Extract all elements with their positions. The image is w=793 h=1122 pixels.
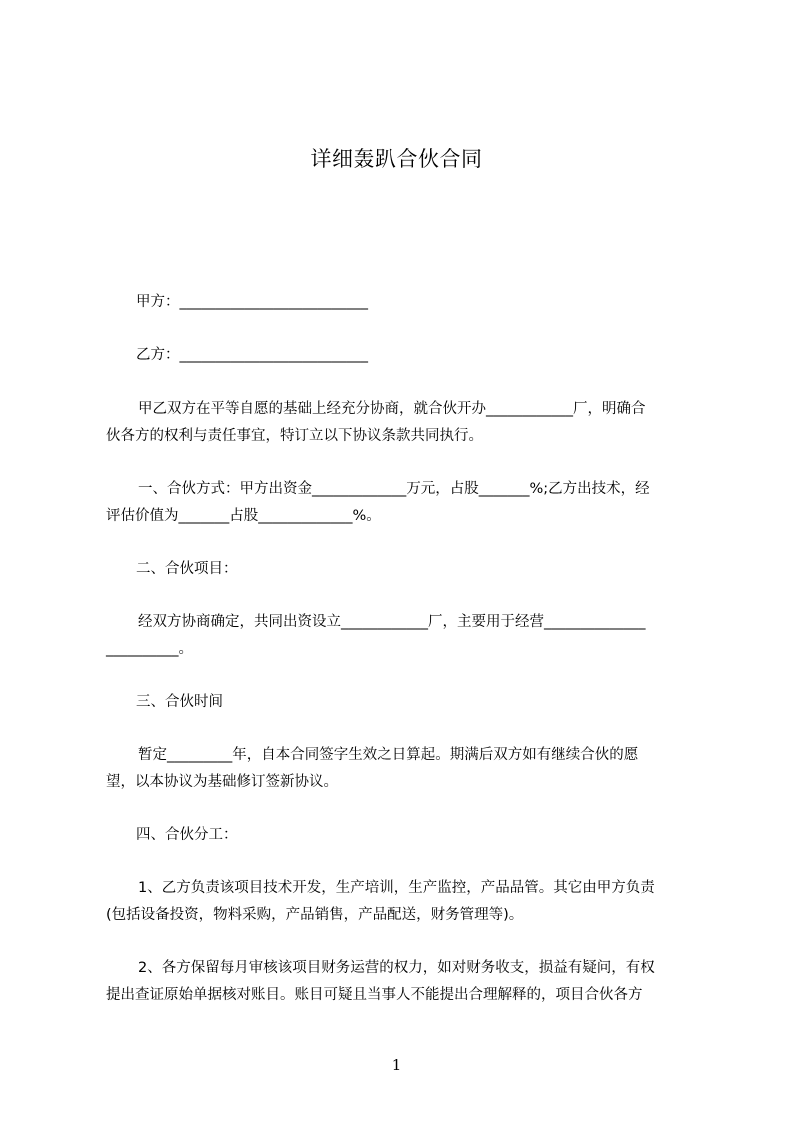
clause-1-line-2: (包括设备投资，物料采购，产品销售，产品配送，财务管理等)。 bbox=[106, 907, 524, 923]
section-2-heading: 二、合伙项目： bbox=[136, 561, 238, 577]
section-2-body-line-2: __________。 bbox=[106, 641, 193, 657]
section-4-heading: 四、合伙分工： bbox=[136, 827, 238, 843]
clause-2-line-2: 提出查证原始单据核对账目。账目可疑且当事人不能提出合理解释的，项目合伙各方 bbox=[106, 987, 643, 1003]
page-number: 1 bbox=[391, 1056, 402, 1074]
party-b-line: 乙方：__________________________ bbox=[136, 347, 368, 363]
clause-1-line-1: 1、乙方负责该项目技术开发，生产培训，生产监控，产品品管。其它由甲方负责 bbox=[138, 880, 655, 896]
section-3-body-line-1: 暂定_________年，自本合同签字生效之日算起。期满后双方如有继续合伙的愿 bbox=[138, 747, 639, 763]
clause-2-line-1: 2、各方保留每月审核该项目财务运营的权力，如对财务收支，损益有疑问，有权 bbox=[138, 960, 655, 976]
section-1-line-1: 一、合伙方式：甲方出资金_____________万元，占股_______%;乙方出技术，经 bbox=[138, 481, 650, 497]
paragraph-intro-line-1: 甲乙双方在平等自愿的基础上经充分协商，就合伙开办____________厂，明确合 bbox=[138, 401, 646, 417]
party-a-line: 甲方：__________________________ bbox=[136, 294, 368, 310]
section-2-body-line-1: 经双方协商确定，共同出资设立____________厂，主要用于经营______________ bbox=[138, 614, 646, 630]
section-3-heading: 三、合伙时间 bbox=[136, 694, 223, 710]
section-3-body-line-2: 望，以本协议为基础修订签新协议。 bbox=[106, 774, 338, 790]
document-title: 详细轰趴合伙合同 bbox=[310, 147, 483, 171]
paragraph-intro-line-2: 伙各方的权利与责任事宜，特订立以下协议条款共同执行。 bbox=[106, 428, 483, 444]
section-1-line-2: 评估价值为_______占股_____________%。 bbox=[106, 508, 381, 524]
